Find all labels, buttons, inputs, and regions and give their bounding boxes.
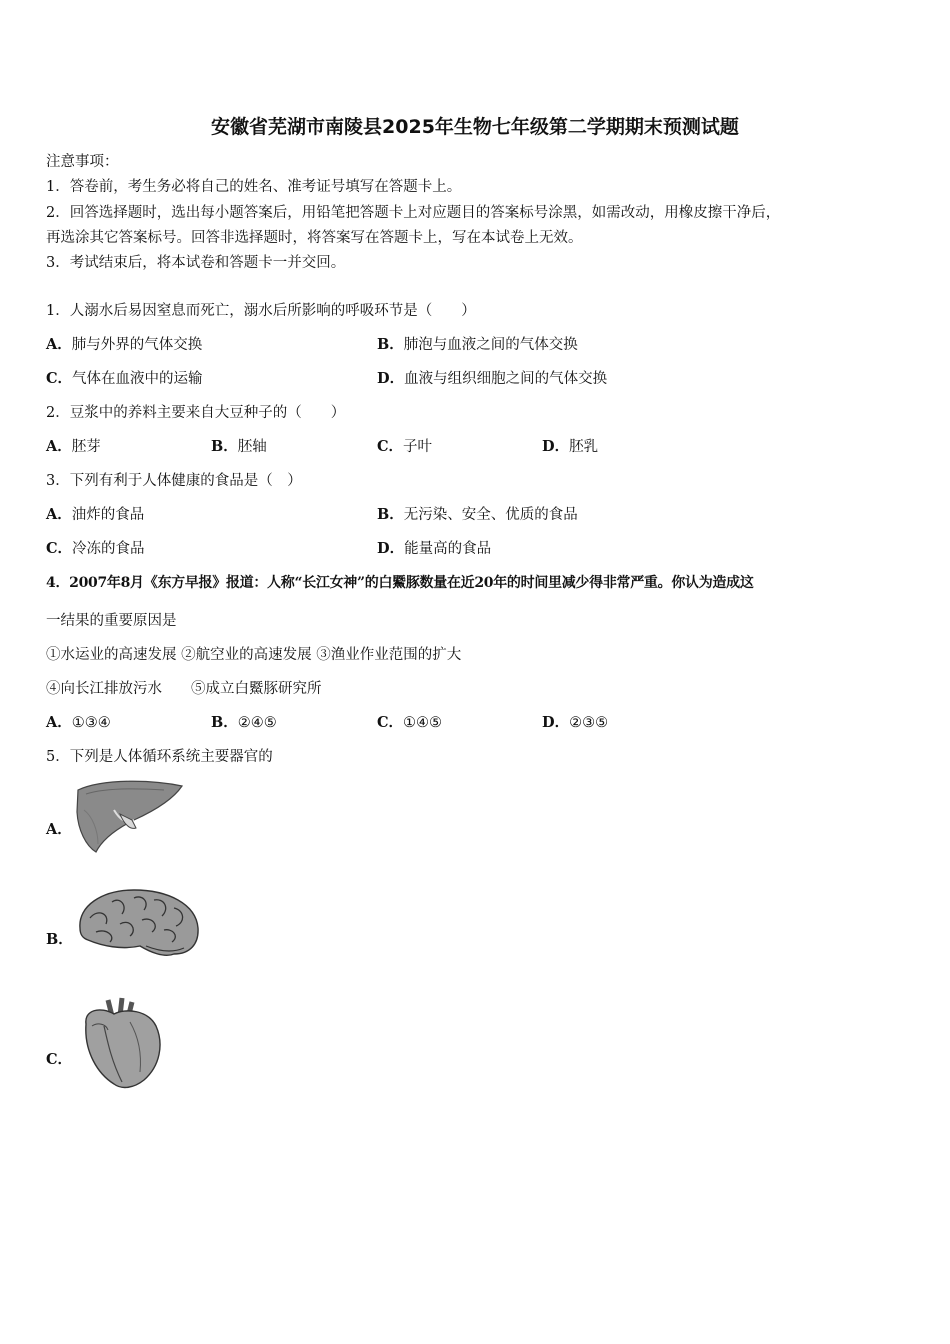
liver-icon[interactable] [74,780,186,858]
notice-item: 1．答卷前，考生务必将自己的姓名、准考证号填写在答题卡上。 [46,179,462,195]
option-b[interactable]: B．胚轴 [211,438,267,455]
option-d[interactable]: D．胚乳 [542,438,599,455]
heart-icon[interactable] [78,996,166,1094]
notice-item: 3．考试结束后，将本试卷和答题卡一并交回。 [46,255,346,271]
notice-item: 2．回答选择题时，选出每小题答案后，用铅笔把答题卡上对应题目的答案标号涂黑，如需改动，用橡皮擦干净后， [46,205,781,221]
option-a[interactable]: A．①③④ [46,714,111,731]
option-c[interactable]: C．①④⑤ [377,714,443,731]
notice-item: 再选涂其它答案标号。回答非选择题时，将答案写在答题卡上，写在本试卷上无效。 [46,230,583,246]
question-4-list: ④向长江排放污水 ⑤成立白鱀豚研究所 [46,681,322,697]
question-4-stem: 4．2007年8月《东方早报》报道：人称“长江女神”的白鱀豚数量在近20年的时间里减少得非常严重。你认为造成这 [46,575,754,591]
question-5-stem: 5．下列是人体循环系统主要器官的 [46,749,273,765]
option-a[interactable]: A．胚芽 [46,438,101,455]
page-title: 安徽省芜湖市南陵县2025年生物七年级第二学期期末预测试题 [211,116,739,138]
brain-icon[interactable] [76,888,200,964]
option-c[interactable]: C．气体在血液中的运输 [46,370,203,387]
question-3-stem: 3．下列有利于人体健康的食品是（ ） [46,473,302,489]
option-d[interactable]: D．血液与组织细胞之间的气体交换 [377,370,608,387]
option-b[interactable]: B．无污染、安全、优质的食品 [377,506,578,523]
option-a[interactable]: A．肺与外界的气体交换 [46,336,203,353]
option-d[interactable]: D．能量高的食品 [377,540,492,557]
option-c[interactable]: C． [46,1051,73,1068]
option-a[interactable]: A． [46,821,72,838]
option-b[interactable]: B．肺泡与血液之间的气体交换 [377,336,578,353]
option-c[interactable]: C．子叶 [377,438,433,455]
question-2-stem: 2．豆浆中的养料主要来自大豆种子的（ ） [46,405,346,421]
option-c[interactable]: C．冷冻的食品 [46,540,145,557]
option-a[interactable]: A．油炸的食品 [46,506,145,523]
question-4-stem-continued: 一结果的重要原因是 [46,613,177,629]
question-4-list: ①水运业的高速发展 ②航空业的高速发展 ③渔业作业范围的扩大 [46,647,462,663]
question-1-stem: 1．人溺水后易因窒息而死亡，溺水后所影响的呼吸环节是（ ） [46,303,476,319]
option-b[interactable]: B． [46,931,73,948]
option-d[interactable]: D．②③⑤ [542,714,609,731]
option-b[interactable]: B．②④⑤ [211,714,277,731]
notice-heading: 注意事项： [46,154,119,170]
